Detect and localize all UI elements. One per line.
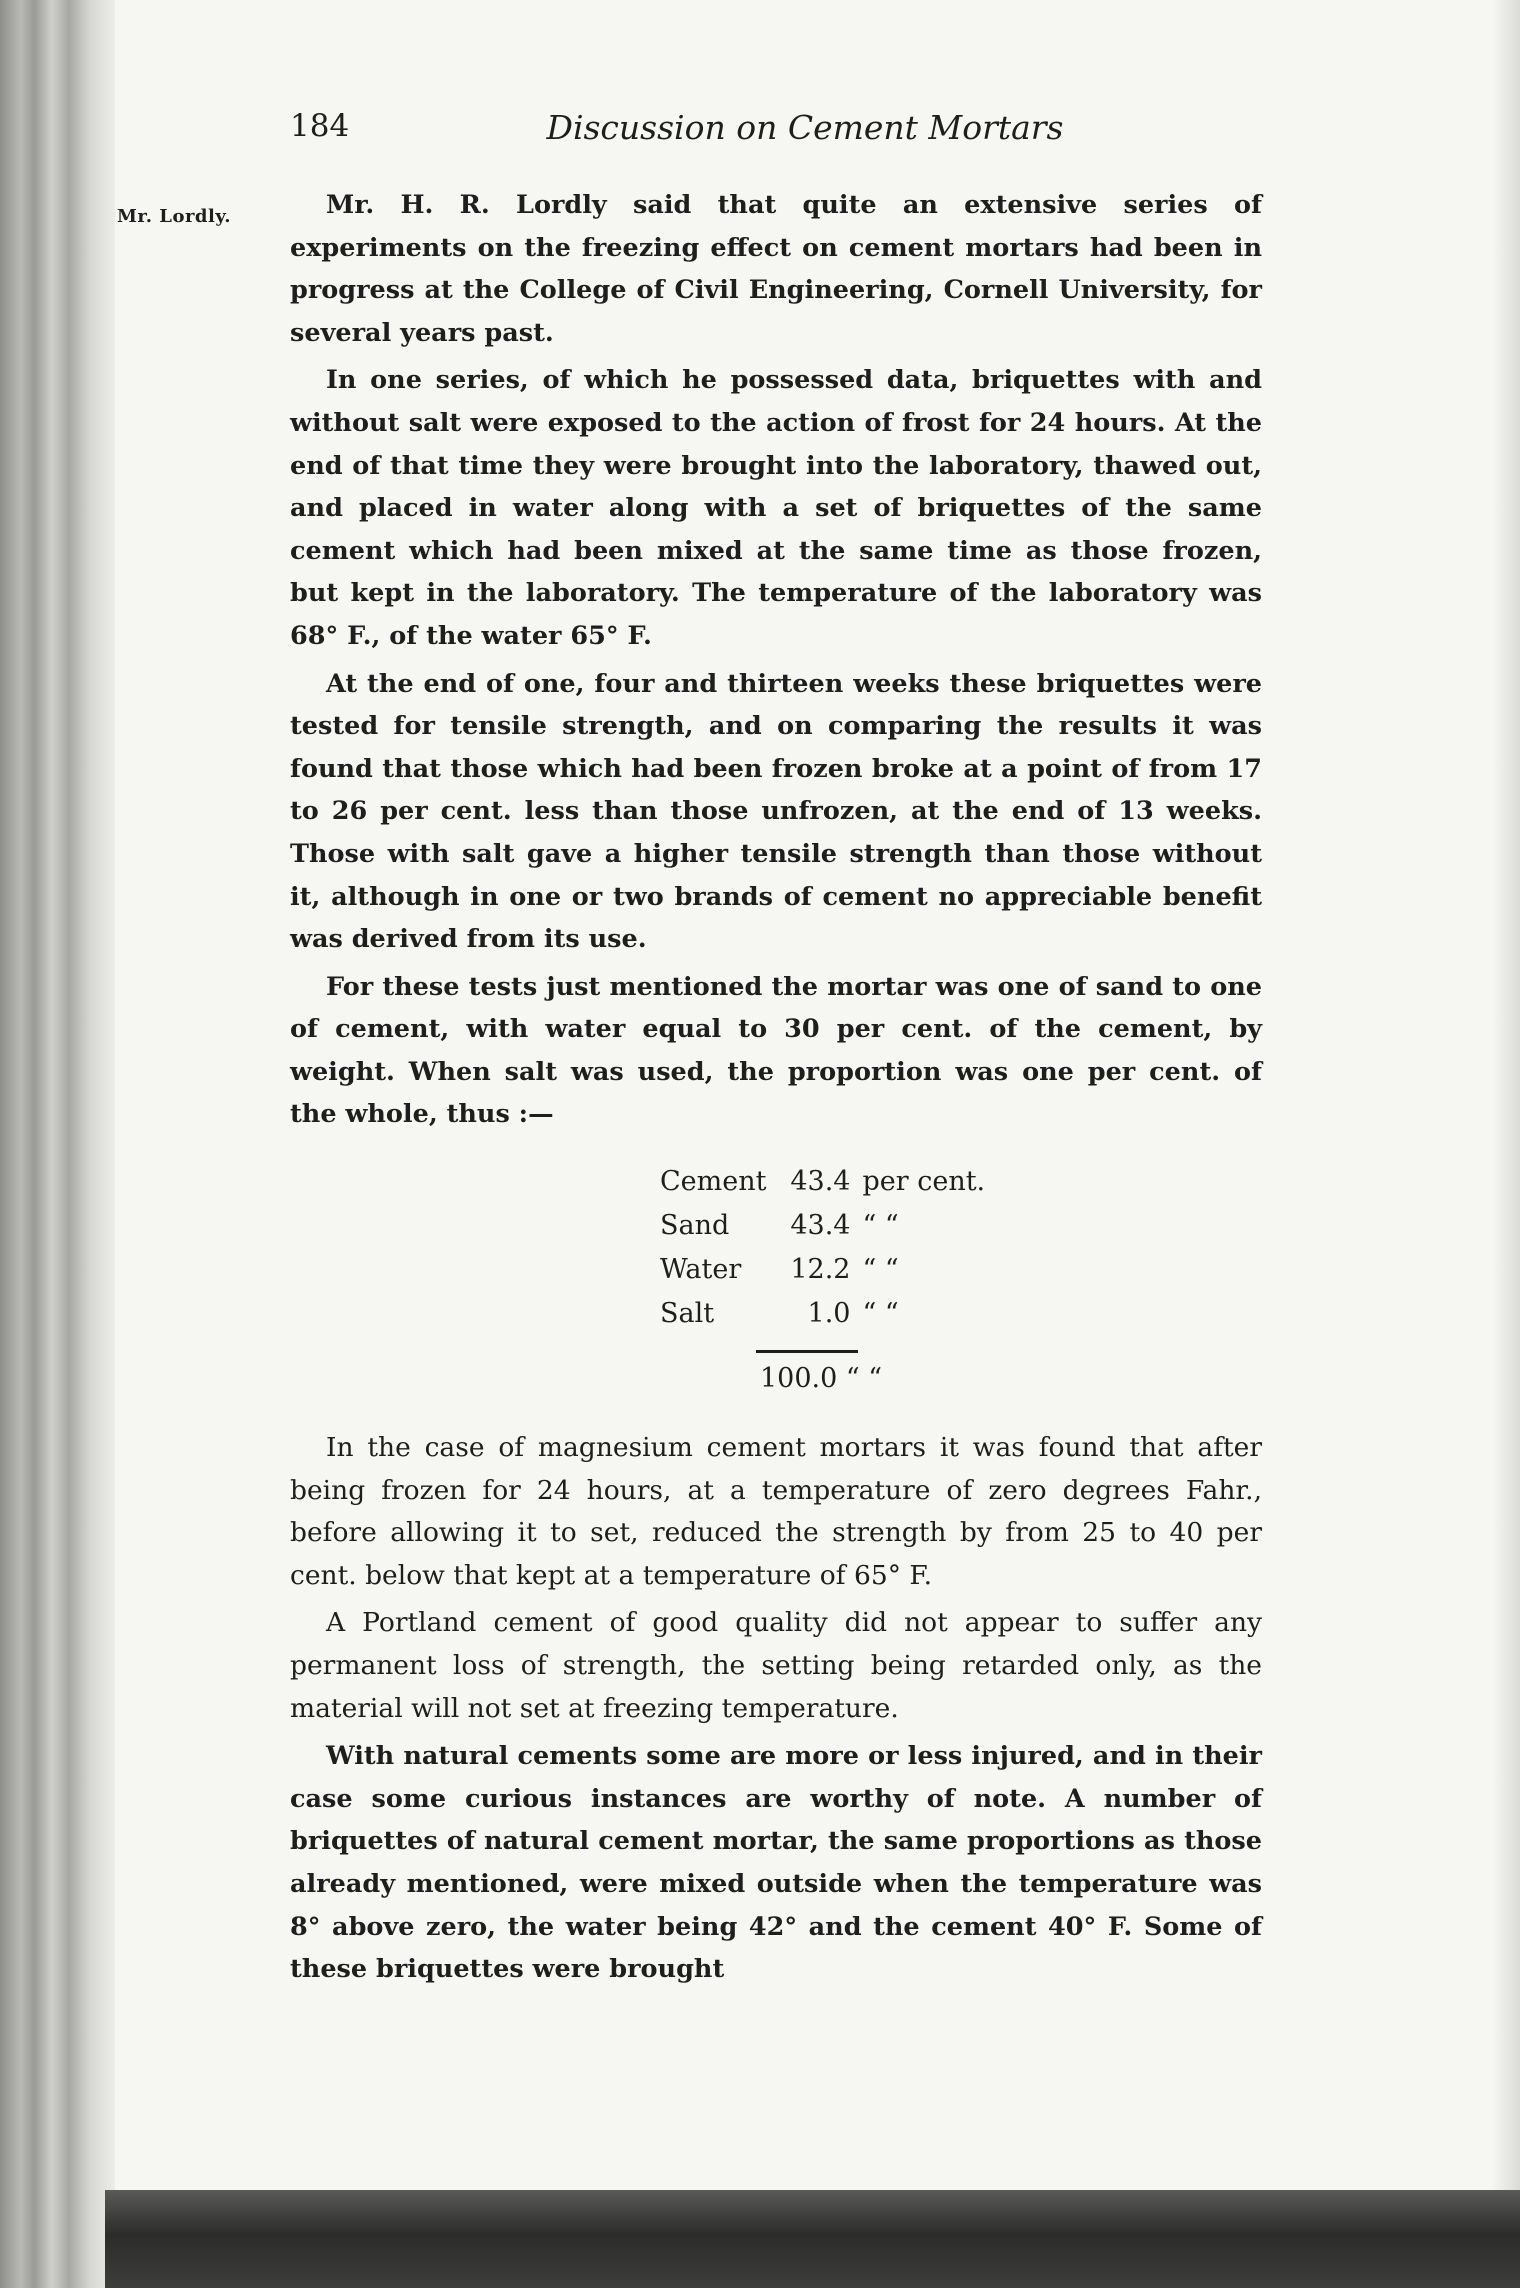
ingredient-name: Water bbox=[660, 1254, 742, 1286]
scan-bottom-edge bbox=[105, 2190, 1520, 2288]
ingredient-value: 43.4 bbox=[790, 1166, 851, 1198]
paragraph-portland: A Portland cement of good quality did not appear to suffer any permanent loss of strength, the setting being retarded only, as the material will not set at freezing temperature. bbox=[290, 1607, 1262, 1724]
total-row bbox=[660, 1359, 1262, 1399]
total-rule bbox=[756, 1350, 858, 1353]
total-value: 100.0 bbox=[760, 1363, 838, 1395]
paragraph-results: At the end of one, four and thirteen weeks these briquettes were tested for tensile strength, and on comparing the results it was found that those which had been frozen broke at a point of from 17 to 26 per cent. less than those unfrozen, at the end of 13 weeks. Those with salt gave a higher tensile strength than those without it, although in one or two brands of cement no appreciable benefit was derived from its use. bbox=[290, 668, 1262, 955]
paragraph-magnesium: In the case of magnesium cement mortars it was found that after being frozen for 24 hours, at a temperature of zero degrees Fahr., before allowing it to set, reduced the strength by from 25 to 40 per cent. below that kept at a temperature of 65° F. bbox=[290, 1432, 1262, 1591]
ingredient-unit: per cent. bbox=[862, 1166, 986, 1198]
paragraph-natural-cements: With natural cements some are more or less injured, and in their case some curious instances are worthy of note. A number of briquettes of natural cement mortar, the same proportions as those already mentioned, were mixed outside when the temperature was 8° above zero, the water being 42° and the cement 40° F. Some of these briquettes were brought bbox=[290, 1741, 1262, 1985]
margin-speaker-note: Mr. Lordly. bbox=[117, 206, 232, 227]
ingredient-unit: “ “ bbox=[862, 1298, 899, 1330]
paragraph-proportions: For these tests just mentioned the mortar was one of sand to one of cement, with water equal to 30 per cent. of the cement, by weight. When salt was used, the proportion was one per cent. of the whole, thus :— bbox=[290, 971, 1262, 1130]
ingredient-name: Sand bbox=[660, 1210, 730, 1242]
page-number: 184 bbox=[290, 108, 350, 144]
table-row bbox=[660, 1292, 985, 1336]
ingredient-value: 1.0 bbox=[807, 1298, 851, 1330]
ingredient-unit: “ “ bbox=[862, 1254, 899, 1286]
total-unit: “ “ bbox=[845, 1363, 883, 1395]
paragraph-series: In one series, of which he possessed data, briquettes with and without salt were exposed to the action of frost for 24 hours. At the end of that time they were brought into the laboratory, thawed out, and placed in water along with a set of briquettes of the same cement which had been mixed at the same time as those frozen, but kept in the laboratory. The temperature of the laboratory was 68° F., of the water 65° F. bbox=[290, 365, 1262, 651]
mix-table bbox=[660, 1160, 985, 1336]
body-text bbox=[290, 184, 1262, 1996]
ingredient-value: 12.2 bbox=[790, 1254, 851, 1286]
page-header bbox=[290, 108, 1260, 158]
running-title: Discussion on Cement Mortars bbox=[546, 108, 1064, 147]
ingredient-unit: “ “ bbox=[862, 1210, 899, 1242]
table-row bbox=[660, 1160, 985, 1204]
mortar-mix-table bbox=[290, 1160, 1262, 1399]
table-row bbox=[660, 1204, 985, 1248]
page-edge-shadow bbox=[1492, 0, 1520, 2190]
ingredient-name: Salt bbox=[660, 1298, 715, 1330]
ingredient-value: 43.4 bbox=[790, 1210, 851, 1242]
paragraph-intro: Mr. H. R. Lordly said that quite an extensive series of experiments on the freezing effect on cement mortars had been in progress at the College of Civil Engineering, Cornell University, for several years past. bbox=[290, 190, 1262, 348]
book-binding-edge bbox=[0, 0, 115, 2288]
table-row bbox=[660, 1248, 985, 1292]
ingredient-name: Cement bbox=[660, 1166, 767, 1198]
